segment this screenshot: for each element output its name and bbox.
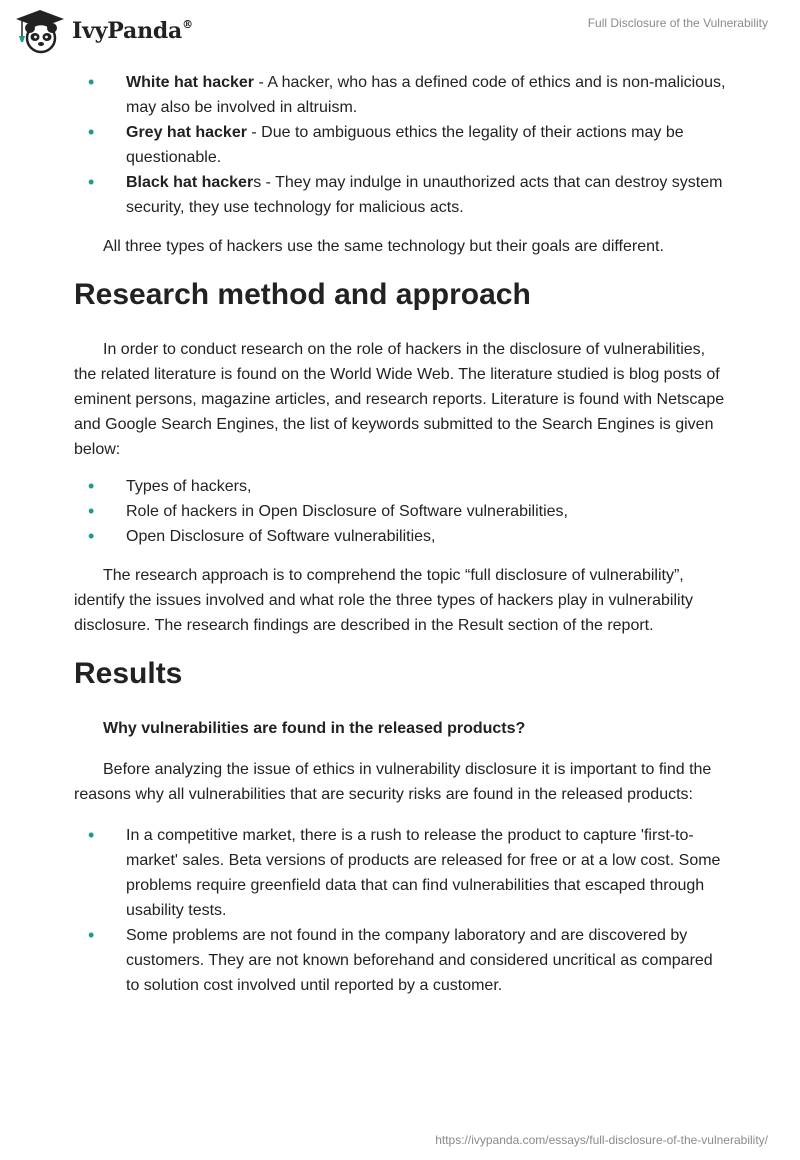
footer-url[interactable]: https://ivypanda.com/essays/full-disclosure-of-the-vulnerability/ — [435, 1133, 768, 1147]
keyword: Types of hackers, — [126, 478, 252, 495]
bullet-icon: • — [88, 526, 95, 546]
hacker-types-list — [74, 70, 726, 220]
bullet-icon: • — [88, 825, 95, 845]
list-item — [74, 923, 726, 998]
brand-name: IvyPanda® — [72, 17, 193, 44]
section-heading-research: Research method and approach — [74, 278, 531, 311]
bullet-icon: • — [88, 501, 95, 521]
keywords-list — [74, 474, 726, 549]
reason-text: Some problems are not found in the company laboratory and are discovered by customers. They are not known beforehand and considered uncritical as compared to solution cost involved until reported by a customer. — [126, 927, 713, 994]
list-item — [74, 170, 726, 220]
subheading-vulnerabilities: Why vulnerabilities are found in the released products? — [103, 720, 526, 737]
document-title: Full Disclosure of the Vulnerability — [587, 16, 768, 30]
bullet-icon: • — [88, 925, 95, 945]
article-body — [74, 70, 726, 998]
bullet-icon: • — [88, 172, 95, 192]
brand-logo[interactable] — [14, 8, 193, 54]
term: Black hat hacker — [126, 174, 254, 191]
list-item — [74, 120, 726, 170]
reason-text: In a competitive market, there is a rush to release the product to capture 'first-to-market' sales. Beta versions of products are released for free or at a low cost. Some problems require greenfield data that can find vulnerabilities that escaped through usability tests. — [126, 827, 721, 919]
reasons-list — [74, 823, 726, 998]
definition: - Due to ambiguous ethics the legality of their actions may be questionable. — [126, 124, 684, 166]
definition: - They may indulge in unauthorized acts that can destroy system security, they use technology for malicious acts. — [126, 174, 723, 216]
term: White hat hacker — [126, 74, 255, 91]
panda-graduate-icon — [14, 8, 66, 54]
research-approach-paragraph: The research approach is to comprehend the topic “full disclosure of vulnerability”, identify the issues involved and what role the three types of hackers play in vulnerability disclosure. The research findings are described in the Result section of the report. — [74, 567, 694, 634]
research-intro-paragraph: In order to conduct research on the role of hackers in the disclosure of vulnerabilities, the related literature is found on the World Wide Web. The literature studied is blog posts of eminent persons, magazine articles, and research reports. Literature is found with Netscape and Google Search Engines, the list of keywords submitted to the Search Engines is given below: — [74, 341, 725, 458]
list-item — [74, 524, 726, 549]
results-intro-paragraph: Before analyzing the issue of ethics in vulnerability disclosure it is important to find the reasons why all vulnerabilities that are security risks are found in the released products: — [74, 761, 712, 803]
section-heading-results: Results — [74, 657, 183, 690]
page-header — [0, 0, 800, 66]
list-item — [74, 823, 726, 923]
definition: - A hacker, who has a defined code of ethics and is non-malicious, may also be involved in altruism. — [126, 74, 726, 116]
term: Grey hat hacker — [126, 124, 247, 141]
list-item — [74, 499, 726, 524]
list-item — [74, 474, 726, 499]
summary-paragraph: All three types of hackers use the same technology but their goals are different. — [103, 238, 664, 255]
bullet-icon: • — [88, 72, 95, 92]
keyword: Open Disclosure of Software vulnerabilities, — [126, 528, 436, 545]
list-item — [74, 70, 726, 120]
registered-mark: ® — [182, 17, 193, 31]
keyword: Role of hackers in Open Disclosure of Software vulnerabilities, — [126, 503, 568, 520]
bullet-icon: • — [88, 476, 95, 496]
term-suffix: s — [253, 174, 262, 191]
bullet-icon: • — [88, 122, 95, 142]
